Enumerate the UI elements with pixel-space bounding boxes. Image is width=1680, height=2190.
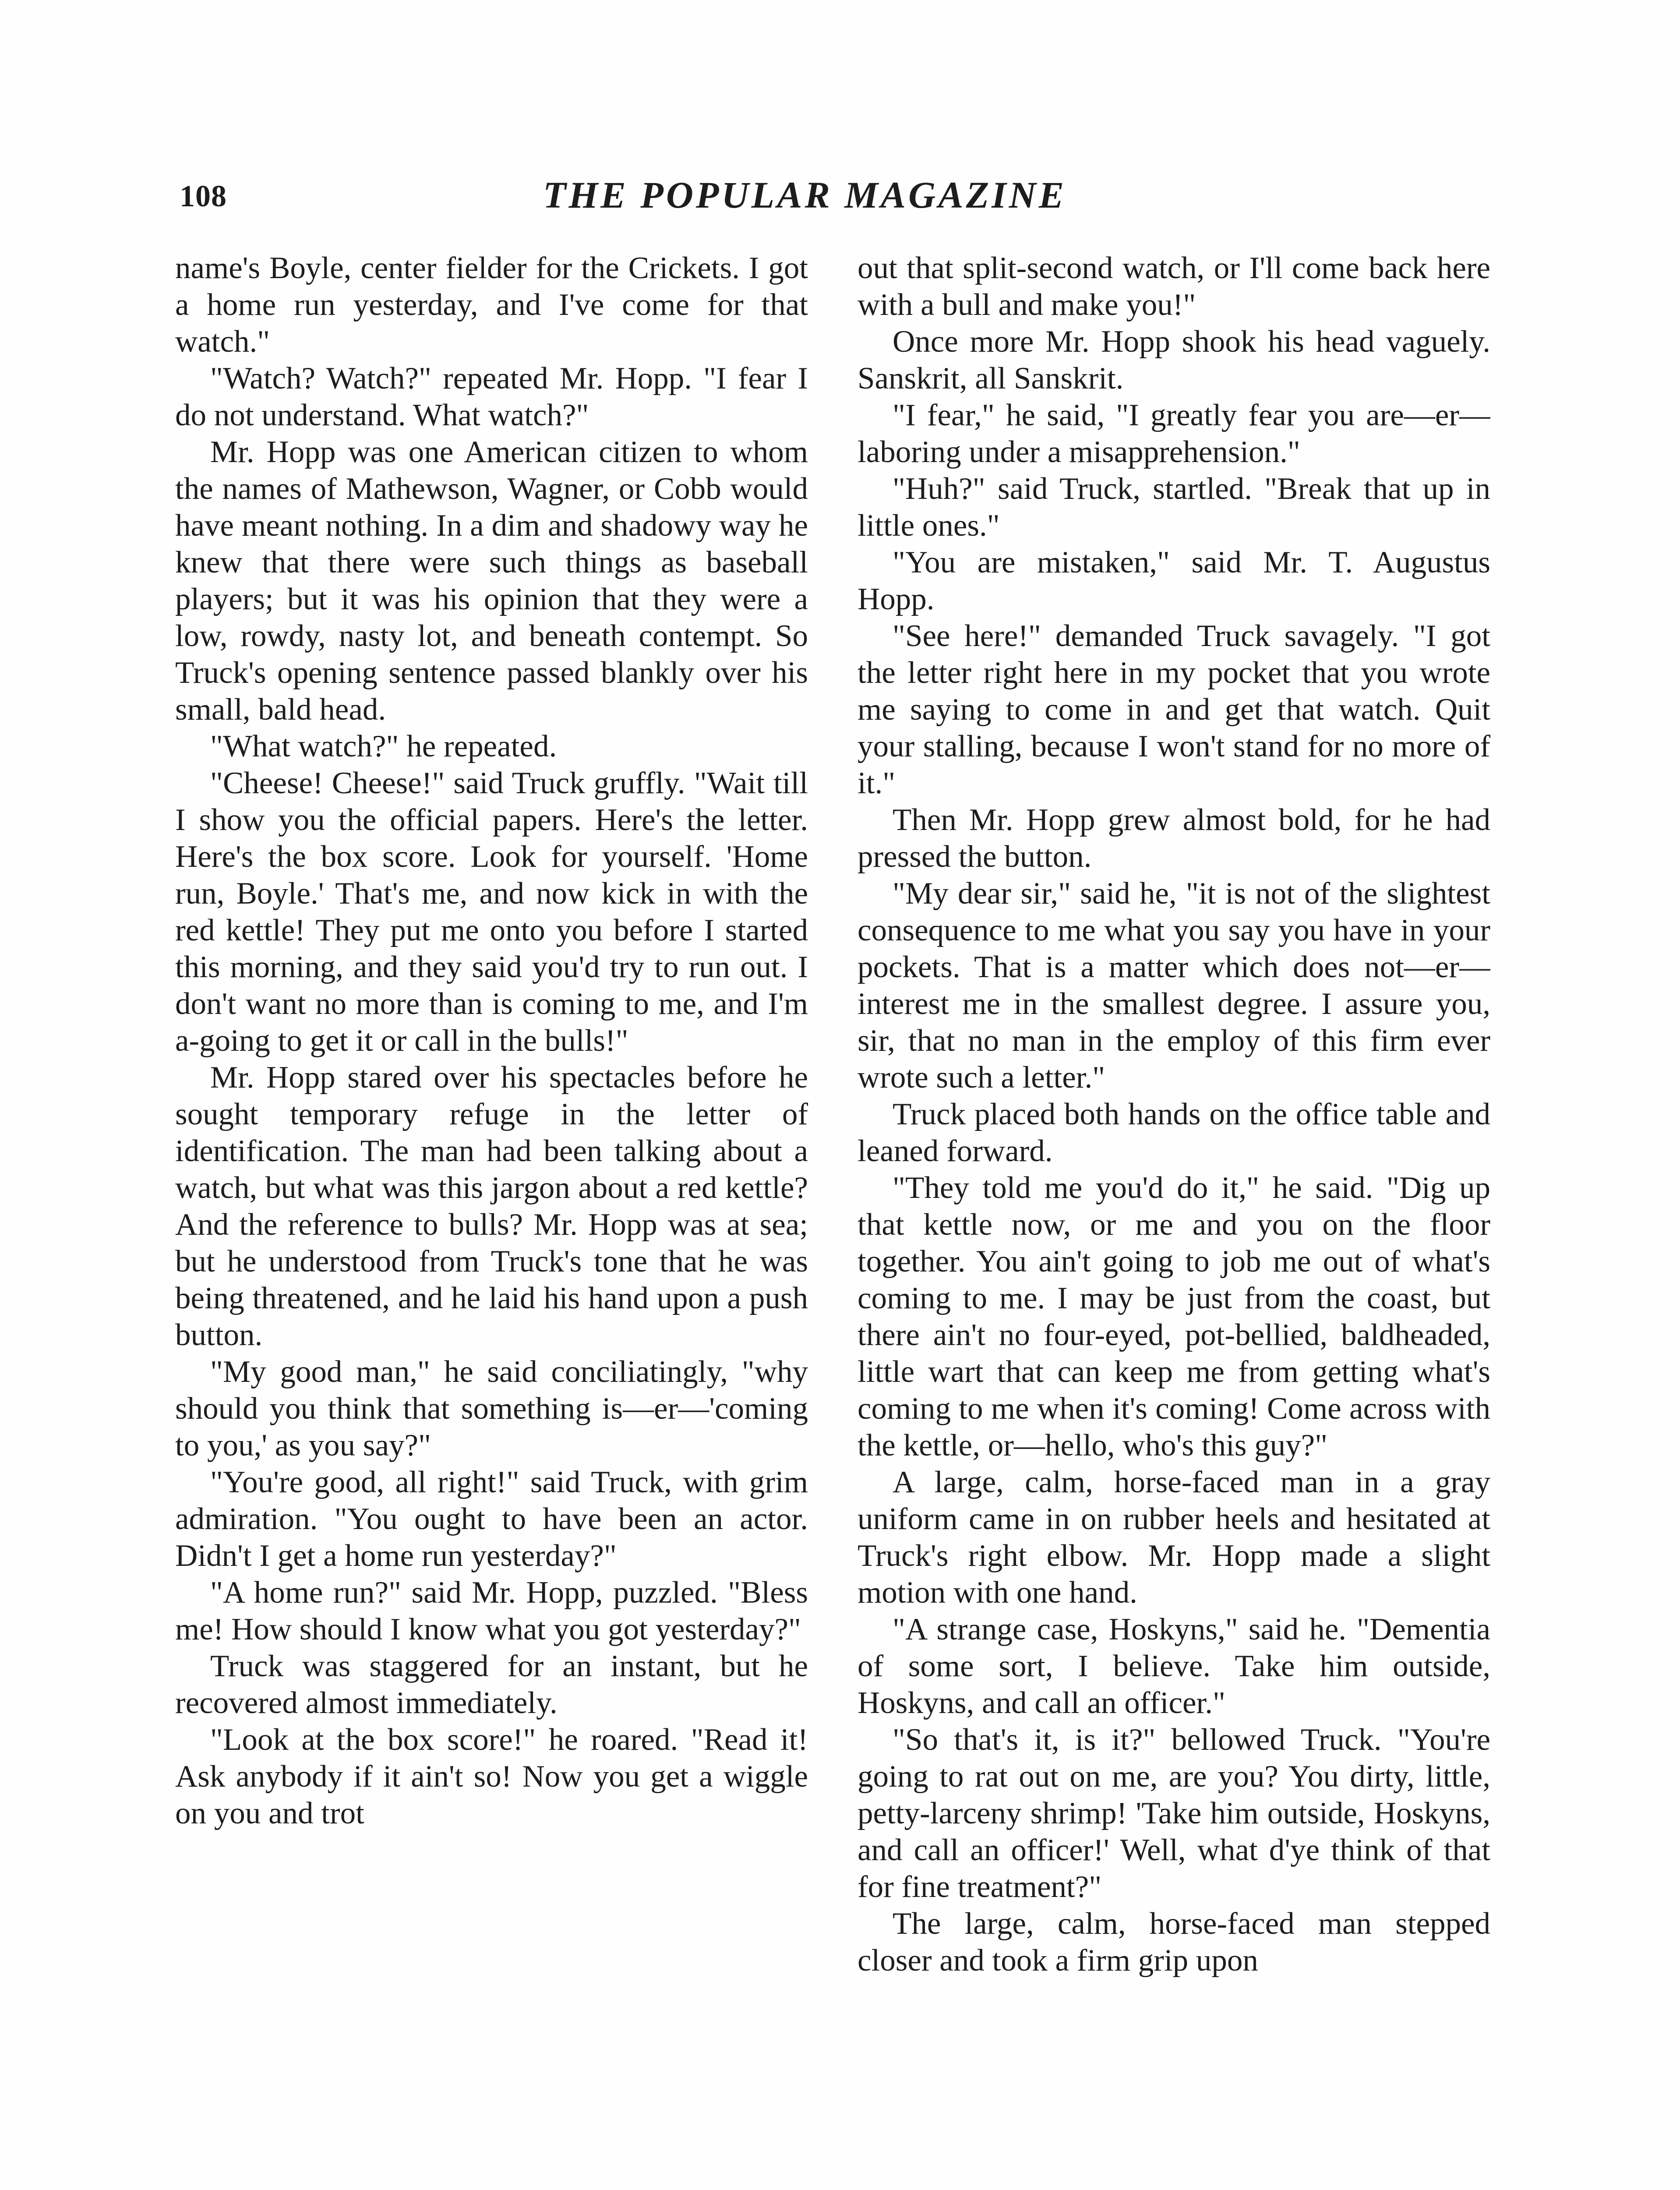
paragraph: "A home run?" said Mr. Hopp, puzzled. "Bless me! How should I know what you got yesterday?" [175,1575,808,1646]
paragraph: "Cheese! Cheese!" said Truck gruffly. "Wait till I show you the official papers. Here's the letter. Here's the box score. Look for yourself. 'Home run, Boyle.' That's me, and now kick in with the red kettle! They put me onto you before I started this morning, and they said you'd try to run out. I don't want no more than is coming to me, and I'm a-going to get it or call in the bulls!" [175,766,808,1058]
paragraph: "See here!" demanded Truck savagely. "I got the letter right here in my pocket that you wrote me saying to come in and get that watch. Quit your stalling, because I won't stand for no more of it." [858,619,1490,800]
page-header [180,173,1498,226]
paragraph: "My dear sir," said he, "it is not of the slightest consequence to me what you say you have in your pockets. That is a matter which does not—er—interest me in the smallest degree. I assure you, sir, that no man in the employ of this firm ever wrote such a letter." [858,876,1490,1095]
paragraph: "What watch?" he repeated. [210,729,557,763]
paragraph: out that split-second watch, or I'll come back here with a bull and make you!" [858,251,1490,322]
paragraph: "Look at the box score!" he roared. "Read it! Ask anybody if it ain't so! Now you get a wiggle on you and trot [175,1723,808,1830]
paragraph: Truck placed both hands on the office table and leaned forward. [858,1097,1490,1168]
running-title: THE POPULAR MAGAZINE [543,174,1067,216]
paragraph: Mr. Hopp was one American citizen to whom the names of Mathewson, Wagner, or Cobb would have meant nothing. In a dim and shadowy way he knew that there were such things as baseball players; but it was his opinion that they were a low, rowdy, nasty lot, and beneath contempt. So Truck's opening sentence passed blankly over his small, bald head. [175,435,808,727]
paragraph: "Watch? Watch?" repeated Mr. Hopp. "I fear I do not understand. What watch?" [175,361,808,432]
paragraph: "So that's it, is it?" bellowed Truck. "You're going to rat out on me, are you? You dirty, little, petty-larceny shrimp! 'Take him outside, Hoskyns, and call an officer!' Well, what d'ye think of that for fine treatment?" [858,1723,1490,1904]
paragraph: "You're good, all right!" said Truck, with grim admiration. "You ought to have been an actor. Didn't I get a home run yesterday?" [175,1465,808,1573]
page-number: 108 [180,180,227,213]
paragraph: "Huh?" said Truck, startled. "Break that up in little ones." [858,472,1490,543]
paragraph: name's Boyle, center fielder for the Crickets. I got a home run yesterday, and I've come for that watch." [175,251,808,359]
paragraph: A large, calm, horse-faced man in a gray uniform came in on rubber heels and hesitated at Truck's right elbow. Mr. Hopp made a slight motion with one hand. [858,1465,1490,1610]
paragraph: Then Mr. Hopp grew almost bold, for he had pressed the button. [858,803,1490,874]
paragraph: "A strange case, Hoskyns," said he. "Dementia of some sort, I believe. Take him outside, Hoskyns, and call an officer." [858,1612,1490,1720]
paragraph: The large, calm, horse-faced man stepped closer and took a firm grip upon [858,1907,1490,1978]
right-column [858,250,1490,2190]
left-column [175,250,808,2190]
paragraph: "My good man," he said conciliatingly, "why should you think that something is—er—'coming to you,' as you say?" [175,1355,808,1462]
paragraph: Truck was staggered for an instant, but he recovered almost immediately. [175,1649,808,1720]
paragraph: "I fear," he said, "I greatly fear you are—er—laboring under a misapprehension." [858,398,1490,469]
paragraph: "You are mistaken," said Mr. T. Augustus Hopp. [858,545,1490,616]
paragraph: "They told me you'd do it," he said. "Dig up that kettle now, or me and you on the floor together. You ain't going to job me out of what's coming to me. I may be just from the coast, but there ain't no four-eyed, pot-bellied, baldheaded, little wart that can keep me from getting what's coming to me when it's coming! Come across with the kettle, or—hello, who's this guy?" [858,1171,1490,1462]
paragraph: Mr. Hopp stared over his spectacles before he sought temporary refuge in the letter of identification. The man had been talking about a watch, but what was this jargon about a red kettle? And the reference to bulls? Mr. Hopp was at sea; but he understood from Truck's tone that he was being threatened, and he laid his hand upon a push button. [175,1060,808,1352]
paragraph: Once more Mr. Hopp shook his head vaguely. Sanskrit, all Sanskrit. [858,325,1490,396]
